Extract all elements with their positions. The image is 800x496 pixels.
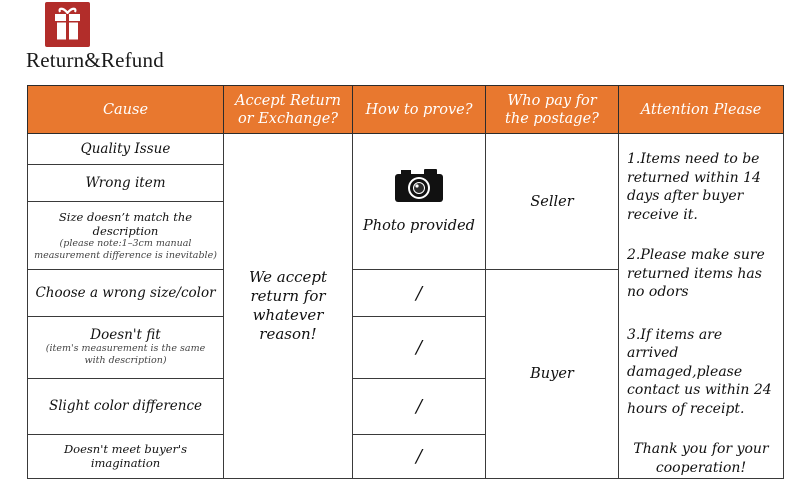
attention-cell	[619, 134, 784, 479]
table-row	[28, 134, 784, 165]
cause-doesnt-fit	[28, 316, 224, 378]
cause-color-difference: Slight color difference	[28, 378, 224, 434]
header-row	[28, 86, 784, 134]
attention-thanks: Thank you for your cooperation!	[633, 441, 769, 476]
camera-icon	[393, 166, 445, 204]
cause-wrong-item: Wrong item	[28, 165, 224, 202]
header-cause: Cause	[28, 86, 224, 134]
fit-note-line2: with description)	[84, 355, 167, 367]
payer-buyer: Buyer	[486, 270, 619, 479]
size-note-line1: (please note:1–3cm manual	[59, 237, 192, 249]
accept-return-cell	[224, 134, 353, 479]
accept-line4: reason!	[259, 325, 317, 344]
attention-item-3: 3.If items are arrived damaged,please contact us within 24 hours of receipt.	[627, 326, 772, 417]
doesnt-fit-label: Doesn't fit	[90, 327, 161, 344]
accept-line2: return for	[250, 287, 326, 306]
payer-seller: Seller	[486, 134, 619, 270]
photo-provided-label: Photo provided	[363, 217, 475, 234]
header-accept-line2: or Exchange?	[237, 110, 339, 127]
header-payer	[486, 86, 619, 134]
cause-wrong-size-color: Choose a wrong size/color	[28, 270, 224, 316]
return-policy-table	[27, 85, 784, 479]
cause-imagination	[28, 434, 224, 478]
fit-note-line1: (item's measurement is the same	[45, 343, 206, 355]
size-line2: description	[92, 223, 159, 238]
header-payer-line2: the postage?	[505, 110, 599, 127]
header-prove: How to prove?	[353, 86, 486, 134]
size-line1: Size doesn’t match the	[58, 209, 193, 224]
prove-slash-2: /	[353, 316, 486, 378]
size-note-line2: measurement difference is inevitable)	[34, 249, 217, 261]
cause-size-mismatch	[28, 202, 224, 270]
prove-slash-1: /	[353, 270, 486, 316]
brand-title: Return&Refund	[26, 48, 164, 72]
header-accept-line1: Accept Return	[235, 92, 341, 109]
accept-line3: whatever	[252, 306, 324, 325]
header-attention: Attention Please	[619, 86, 784, 134]
gift-box-logo	[45, 2, 90, 47]
attention-item-1: 1.Items need to be returned within 14 days after buyer receive it.	[627, 151, 761, 223]
prove-slash-4: /	[353, 434, 486, 478]
imagination-line2: imagination	[90, 456, 161, 471]
accept-line1: We accept	[248, 268, 328, 287]
photo-proof-cell	[353, 134, 486, 270]
attention-item-2: 2.Please make sure returned items has no odors	[627, 247, 765, 301]
prove-slash-3: /	[353, 378, 486, 434]
gift-box-icon	[45, 2, 90, 47]
imagination-line1: Doesn't meet buyer's	[63, 442, 188, 457]
cause-quality-issue: Quality Issue	[28, 134, 224, 165]
header-accept	[224, 86, 353, 134]
header-payer-line1: Who pay for	[507, 92, 597, 109]
